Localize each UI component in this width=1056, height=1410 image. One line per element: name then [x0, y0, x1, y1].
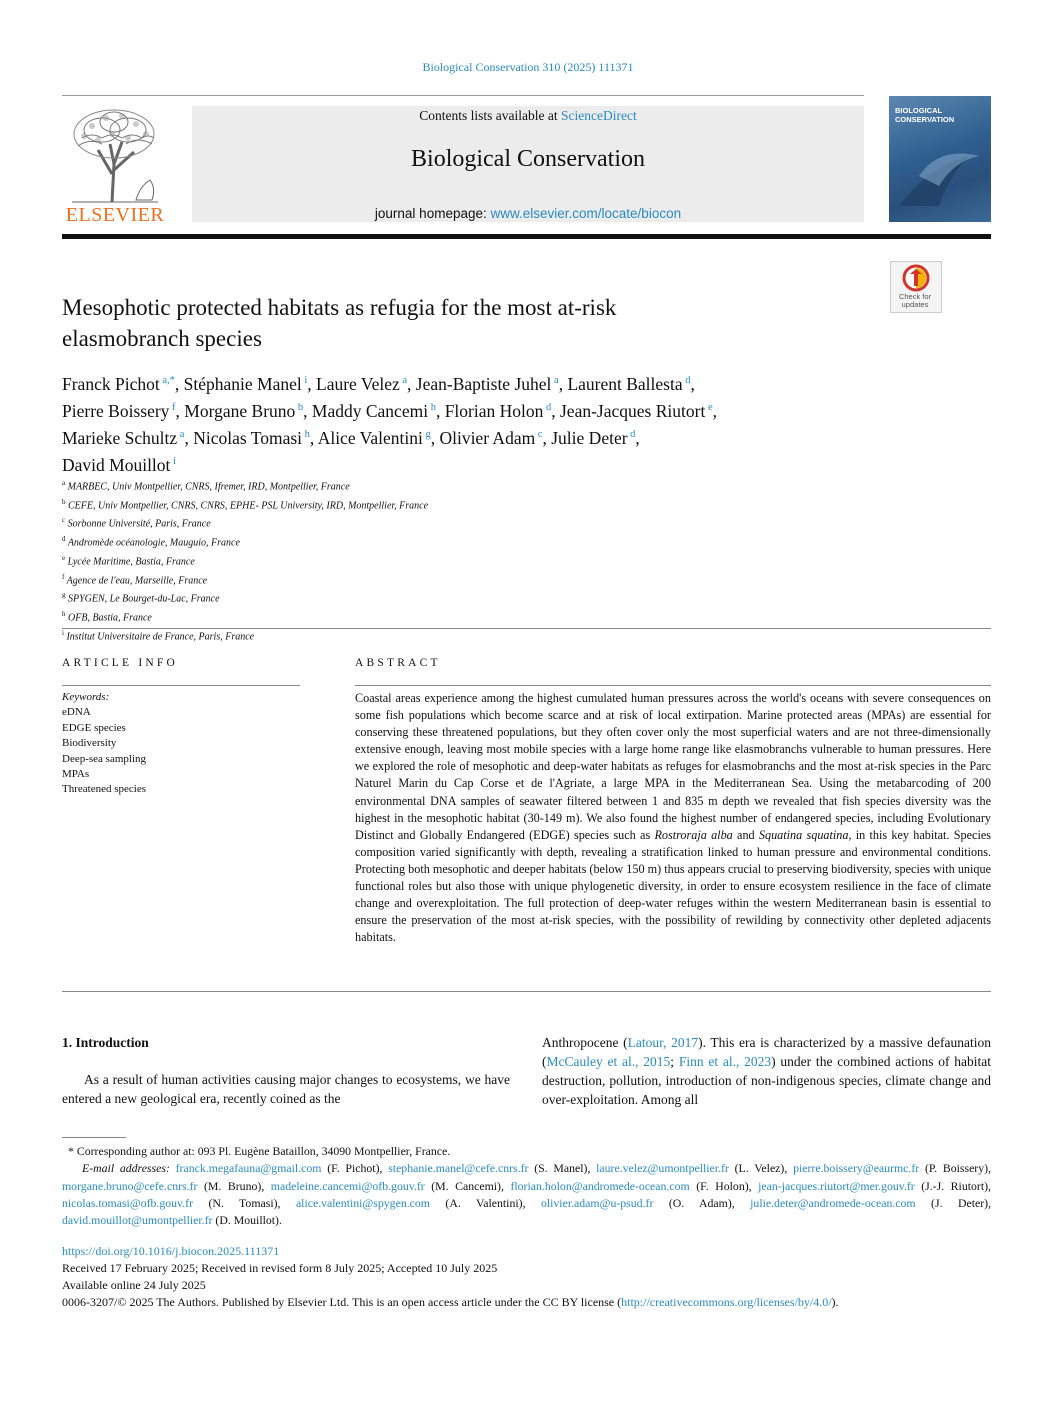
- email-owner: (F. Pichot): [327, 1161, 380, 1176]
- affiliation-text: Sorbonne Université, Paris, France: [67, 518, 211, 530]
- email-link[interactable]: morgane.bruno@cefe.cnrs.fr: [62, 1178, 198, 1193]
- affiliation-item: [62, 607, 762, 626]
- affiliation-key: d: [62, 535, 66, 544]
- cover-title-line1: BIOLOGICAL: [895, 106, 943, 115]
- intro-col2-part2: ). This era is characterized by a massive defaunation (: [542, 1035, 991, 1069]
- affiliation-text: Andromède océanologie, Mauguio, France: [67, 537, 240, 549]
- email-owner: (N. Tomasi): [208, 1195, 278, 1210]
- affiliation-text: CEFE, Univ Montpellier, CNRS, CNRS, EPHE- PSL University, IRD, Montpellier, France: [68, 500, 429, 512]
- author-name[interactable]: David Mouillot: [62, 455, 171, 476]
- doi-link[interactable]: https://doi.org/10.1016/j.biocon.2025.111371: [62, 1244, 280, 1258]
- author-name[interactable]: Stéphanie Manel: [183, 373, 302, 394]
- ref-latour-2017[interactable]: Latour, 2017: [627, 1035, 699, 1050]
- introduction-column-2: [542, 1033, 991, 1109]
- author-affiliation-marker[interactable]: d: [682, 375, 691, 386]
- author-affiliation-marker[interactable]: d: [627, 429, 636, 441]
- affiliation-text: Institut Universitaire de France, Paris, France: [66, 631, 255, 643]
- author-affiliation-marker[interactable]: a: [399, 375, 408, 386]
- author-name[interactable]: Maddy Cancemi: [311, 400, 429, 421]
- keyword-item: Deep-sea sampling: [62, 752, 146, 765]
- affiliation-key: a: [62, 479, 66, 487]
- author-name[interactable]: Morgane Bruno: [184, 400, 296, 421]
- email-owner: (L. Velez): [734, 1161, 785, 1176]
- author-line: Franck Pichot $^{a,*}$, Stéphanie Manel $^i$, Laure Velez $^a$, Jean-Baptiste Juhel $^a$, Laurent Ballesta $^d$,: [62, 373, 695, 394]
- email-link[interactable]: alice.valentini@spygen.com: [295, 1195, 430, 1210]
- publication-info: [62, 1243, 991, 1311]
- email-owner: (D. Mouillot).: [215, 1213, 282, 1228]
- check-updates-line2: updates: [901, 300, 929, 309]
- author-affiliation-marker[interactable]: e: [705, 402, 713, 414]
- contents-prefix: Contents lists available at: [419, 108, 561, 123]
- affiliation-item: [62, 476, 762, 495]
- email-owner: (J.-J. Riutort): [921, 1178, 989, 1193]
- species-rostroraja: Rostroraja alba: [654, 827, 733, 842]
- abstract-text: [355, 690, 991, 946]
- contents-availability: [192, 108, 864, 124]
- affiliation-text: Agence de l'eau, Marseille, France: [66, 575, 208, 586]
- email-owner: (M. Cancemi): [431, 1178, 501, 1193]
- affiliation-item: [62, 570, 762, 589]
- author-affiliation-marker[interactable]: h: [302, 429, 310, 441]
- license-prefix: 0006-3207/© 2025 The Authors. Published by Elsevier Ltd. This is an open access article under the CC BY license (: [62, 1295, 622, 1309]
- journal-citation[interactable]: Biological Conservation 310 (2025) 111371: [422, 60, 634, 74]
- affiliation-text: OFB, Bastia, France: [68, 612, 152, 624]
- license-suffix: ).: [831, 1295, 839, 1309]
- author-name[interactable]: Julie Deter: [551, 428, 628, 449]
- keyword-item: MPAs: [62, 768, 90, 781]
- author-affiliation-marker[interactable]: i: [170, 456, 176, 468]
- email-label: E-mail addresses:: [82, 1161, 170, 1176]
- article-title-line2: elasmobranch species: [62, 326, 262, 351]
- author-name[interactable]: Alice Valentini: [317, 428, 423, 449]
- check-updates-line1: Check for: [898, 292, 932, 301]
- email-owner: (A. Valentini): [445, 1195, 523, 1210]
- intro-col2-part4: ) under the combined actions of habitat destruction, pollution, introduction of non-indigenous species, climate change and over-exploitation. Among all: [542, 1054, 991, 1107]
- email-link[interactable]: franck.megafauna@gmail.com: [175, 1161, 322, 1176]
- author-affiliation-marker[interactable]: h: [428, 402, 436, 414]
- keyword-item: eDNA: [62, 706, 91, 719]
- article-info-divider: [62, 685, 300, 686]
- abstract-part3: , in this key habitat. Species composition varied significantly with depth, revealing a stratification linked to human pressure and environmental conditions. Protecting both mesophotic and deeper habitats (below 150 m) thus appears crucial to preserving biodiversity, species with unique functional roles but also those with unique phylogenetic diversity, in order to ensure ecosystem resilience in the face of climate change and overexploitation. The full protection of deep-water refuges within the western Mediterranean basin is essential to ensure the preservation of the most at-risk species, with the possibility of rewilding by connectivity other depleted adjacents habitats.: [355, 827, 991, 945]
- keyword-item: Threatened species: [62, 783, 146, 796]
- homepage-prefix: journal homepage:: [374, 206, 491, 221]
- species-squatina: Squatina squatina: [758, 827, 849, 842]
- keywords-label: Keywords:: [62, 691, 110, 703]
- corresponding-author: * Corresponding author at: 093 Pl. Eugène Bataillon, 34090 Montpellier, France.: [68, 1144, 451, 1158]
- introduction-heading: 1. Introduction: [62, 1035, 149, 1050]
- ref-finn-2023[interactable]: Finn et al., 2023: [678, 1054, 772, 1069]
- license-link[interactable]: http://creativecommons.org/licenses/by/4.0/: [621, 1295, 832, 1309]
- email-owner: (F. Holon): [696, 1178, 749, 1193]
- introduction-column-1: [62, 1070, 510, 1108]
- keywords-list: [62, 705, 146, 797]
- email-link[interactable]: nicolas.tomasi@ofb.gouv.fr: [62, 1195, 193, 1210]
- author-name[interactable]: Laurent Ballesta: [567, 373, 683, 394]
- elsevier-wordmark: ELSEVIER: [65, 204, 165, 226]
- email-owner: (M. Bruno): [203, 1178, 262, 1193]
- header-thick-rule: [62, 234, 991, 239]
- affiliation-divider: [62, 628, 991, 629]
- email-link[interactable]: stephanie.manel@cefe.cnrs.fr: [388, 1161, 529, 1176]
- abstract-part1: Coastal areas experience among the highest cumulated human pressures across the world's oceans with severe consequences on some fish populations which become scarce and at risk of local extirpation. Marine protected areas (MPAs) are essential for conserving these threatened populations, but they often cover only the most superficial waters and are not three-dimensionally extensive enough, leaving most mobile species with a large home range like elasmobranchs vulnerable to human pressures. Here we explored the role of mesophotic and deep-water habitats as refuges for elasmobranchs and the most at-risk species in the Parc Naturel Marin du Cap Corse et de l'Agriate, a large MPA in the Mediterranean Sea. Using the metabarcoding of 200 environmental DNA samples of seawater filtered between 1 and 835 m depth we revealed that fish species diversity was the highest in the mesophotic habitat (30-149 m). We also found the highest number of endangered species, including Evolutionary Distinct and Globally Endangered (EDGE) species such as: [355, 691, 991, 842]
- email-link[interactable]: madeleine.cancemi@ofb.gouv.fr: [270, 1178, 425, 1193]
- affiliation-item: [62, 495, 762, 514]
- journal-homepage: [192, 206, 864, 221]
- affiliation-text: Lycée Maritime, Bastia, France: [67, 556, 195, 568]
- keyword-item: EDGE species: [62, 721, 126, 734]
- intro-col1-text: As a result of human activities causing major changes to ecosystems, we have entered a new geological era, recently coined as the: [62, 1072, 510, 1106]
- cover-title-line2: CONSERVATION: [895, 115, 955, 124]
- author-affiliation-marker[interactable]: g: [422, 429, 431, 441]
- author-name[interactable]: Nicolas Tomasi: [193, 428, 303, 449]
- available-online: Available online 24 July 2025: [62, 1278, 206, 1292]
- email-owner: (P. Boissery): [924, 1161, 989, 1176]
- article-title: [62, 292, 862, 354]
- sciencedirect-link[interactable]: ScienceDirect: [561, 108, 637, 123]
- affiliation-text: MARBEC, Univ Montpellier, CNRS, Ifremer, IRD, Montpellier, France: [67, 481, 350, 493]
- affiliation-item: [62, 588, 762, 607]
- keyword-item: Biodiversity: [62, 737, 117, 750]
- abstract-divider: [355, 685, 991, 686]
- article-title-line1: Mesophotic protected habitats as refugia for the most at-risk: [62, 295, 617, 320]
- author-affiliation-marker[interactable]: b: [295, 402, 304, 414]
- affiliation-list: [62, 476, 762, 645]
- affiliation-key: i: [62, 628, 64, 637]
- abstract-part2: and: [732, 827, 759, 842]
- email-link[interactable]: laure.velez@umontpellier.fr: [596, 1161, 729, 1176]
- affiliation-key: h: [62, 610, 66, 619]
- author-affiliation-marker[interactable]: a: [177, 429, 185, 441]
- footnotes: [62, 1143, 991, 1229]
- article-info-heading: ARTICLE INFO: [62, 657, 178, 669]
- author-name[interactable]: Olivier Adam: [439, 428, 536, 449]
- email-link[interactable]: julie.deter@andromede-ocean.com: [750, 1195, 916, 1210]
- author-line: [62, 450, 942, 477]
- author-affiliation-marker[interactable]: f: [169, 402, 176, 414]
- affiliation-key: e: [62, 553, 66, 562]
- author-affiliation-marker[interactable]: i: [301, 375, 308, 386]
- affiliation-item: [62, 551, 762, 570]
- email-owner: (S. Manel): [534, 1161, 588, 1176]
- author-name[interactable]: Jean-Jacques Riutort: [560, 400, 706, 421]
- email-link[interactable]: jean-jacques.riutort@mer.gouv.fr: [758, 1178, 915, 1193]
- author-list: [62, 369, 942, 478]
- author-name[interactable]: Marieke Schultz: [62, 428, 178, 449]
- email-owner: (O. Adam): [668, 1195, 732, 1210]
- affiliation-item: [62, 513, 762, 532]
- author-name[interactable]: Pierre Boissery: [62, 400, 170, 421]
- affiliation-key: g: [62, 591, 66, 600]
- author-affiliation-marker[interactable]: a,*: [159, 375, 175, 386]
- affiliation-key: c: [62, 516, 66, 525]
- footnote-divider: [62, 1137, 126, 1138]
- tree-icon: [62, 104, 168, 204]
- author-line: Marieke Schultz $^a$, Nicolas Tomasi $^h$, Alice Valentini $^g$, Olivier Adam $^c$, Julie Deter $^d$,: [62, 428, 640, 449]
- affiliation-item: [62, 532, 762, 551]
- abstract-bottom-divider: [62, 991, 991, 992]
- intro-col2-part1: Anthropocene (: [542, 1035, 628, 1050]
- affiliation-text: SPYGEN, Le Bourget-du-Lac, France: [68, 593, 220, 605]
- license-line: [62, 1294, 991, 1311]
- author-name[interactable]: Florian Holon: [444, 400, 544, 421]
- email-link[interactable]: pierre.boissery@eaurmc.fr: [793, 1161, 920, 1176]
- cover-title: [895, 106, 954, 124]
- received-dates: Received 17 February 2025; Received in revised form 8 July 2025; Accepted 10 July 2025: [62, 1261, 498, 1275]
- email-link[interactable]: david.mouillot@umontpellier.fr: [62, 1213, 213, 1228]
- affiliation-key: b: [62, 497, 66, 506]
- author-affiliation-marker[interactable]: a: [551, 375, 559, 386]
- email-addresses: E-mail addresses: franck.megafauna@gmail.com (F. Pichot), stephanie.manel@cefe.cnrs.fr (S. Manel), laure.velez@umontpellier.fr (L. Velez), pierre.boissery@eaurmc.fr (P. Boissery), morgane.bruno@cefe.cnrs.fr (M. Bruno), madeleine.cancemi@ofb.gouv.fr (M. Cancemi), florian.holon@andromede-ocean.com (F. Holon), jean-jacques.riutort@mer.gouv.fr (J.-J. Riutort), nicolas.tomasi@ofb.gouv.fr (N. Tomasi), alice.valentini@spygen.com (A. Valentini), olivier.adam@u-psud.fr (O. Adam), julie.deter@andromede-ocean.com (J. Deter), david.mouillot@umontpellier.fr (D. Mouillot).: [62, 1161, 992, 1228]
- author-line: Pierre Boissery $^f$, Morgane Bruno $^b$, Maddy Cancemi $^h$, Florian Holon $^d$, Jean-Jacques Riutort $^e$,: [62, 400, 717, 421]
- email-link[interactable]: florian.holon@andromede-ocean.com: [510, 1178, 690, 1193]
- affiliation-key: f: [62, 572, 65, 581]
- check-updates-label: [890, 293, 940, 309]
- author-name[interactable]: Jean-Baptiste Juhel: [415, 373, 552, 394]
- header-divider: [62, 95, 864, 96]
- homepage-link[interactable]: www.elsevier.com/locate/biocon: [490, 206, 682, 221]
- author-name[interactable]: Laure Velez: [316, 373, 400, 394]
- keywords-block: [62, 690, 146, 798]
- author-name[interactable]: Franck Pichot: [62, 373, 160, 394]
- ref-mccauley-2015[interactable]: McCauley et al., 2015: [546, 1054, 671, 1069]
- check-updates-icon: [891, 262, 941, 296]
- abstract-heading: ABSTRACT: [355, 657, 441, 669]
- email-owner: (J. Deter): [931, 1195, 989, 1210]
- journal-name: Biological Conservation: [411, 146, 645, 172]
- intro-col2-part3: ;: [670, 1054, 679, 1069]
- author-affiliation-marker[interactable]: c: [535, 429, 543, 441]
- author-affiliation-marker[interactable]: d: [543, 402, 552, 414]
- email-link[interactable]: olivier.adam@u-psud.fr: [540, 1195, 654, 1210]
